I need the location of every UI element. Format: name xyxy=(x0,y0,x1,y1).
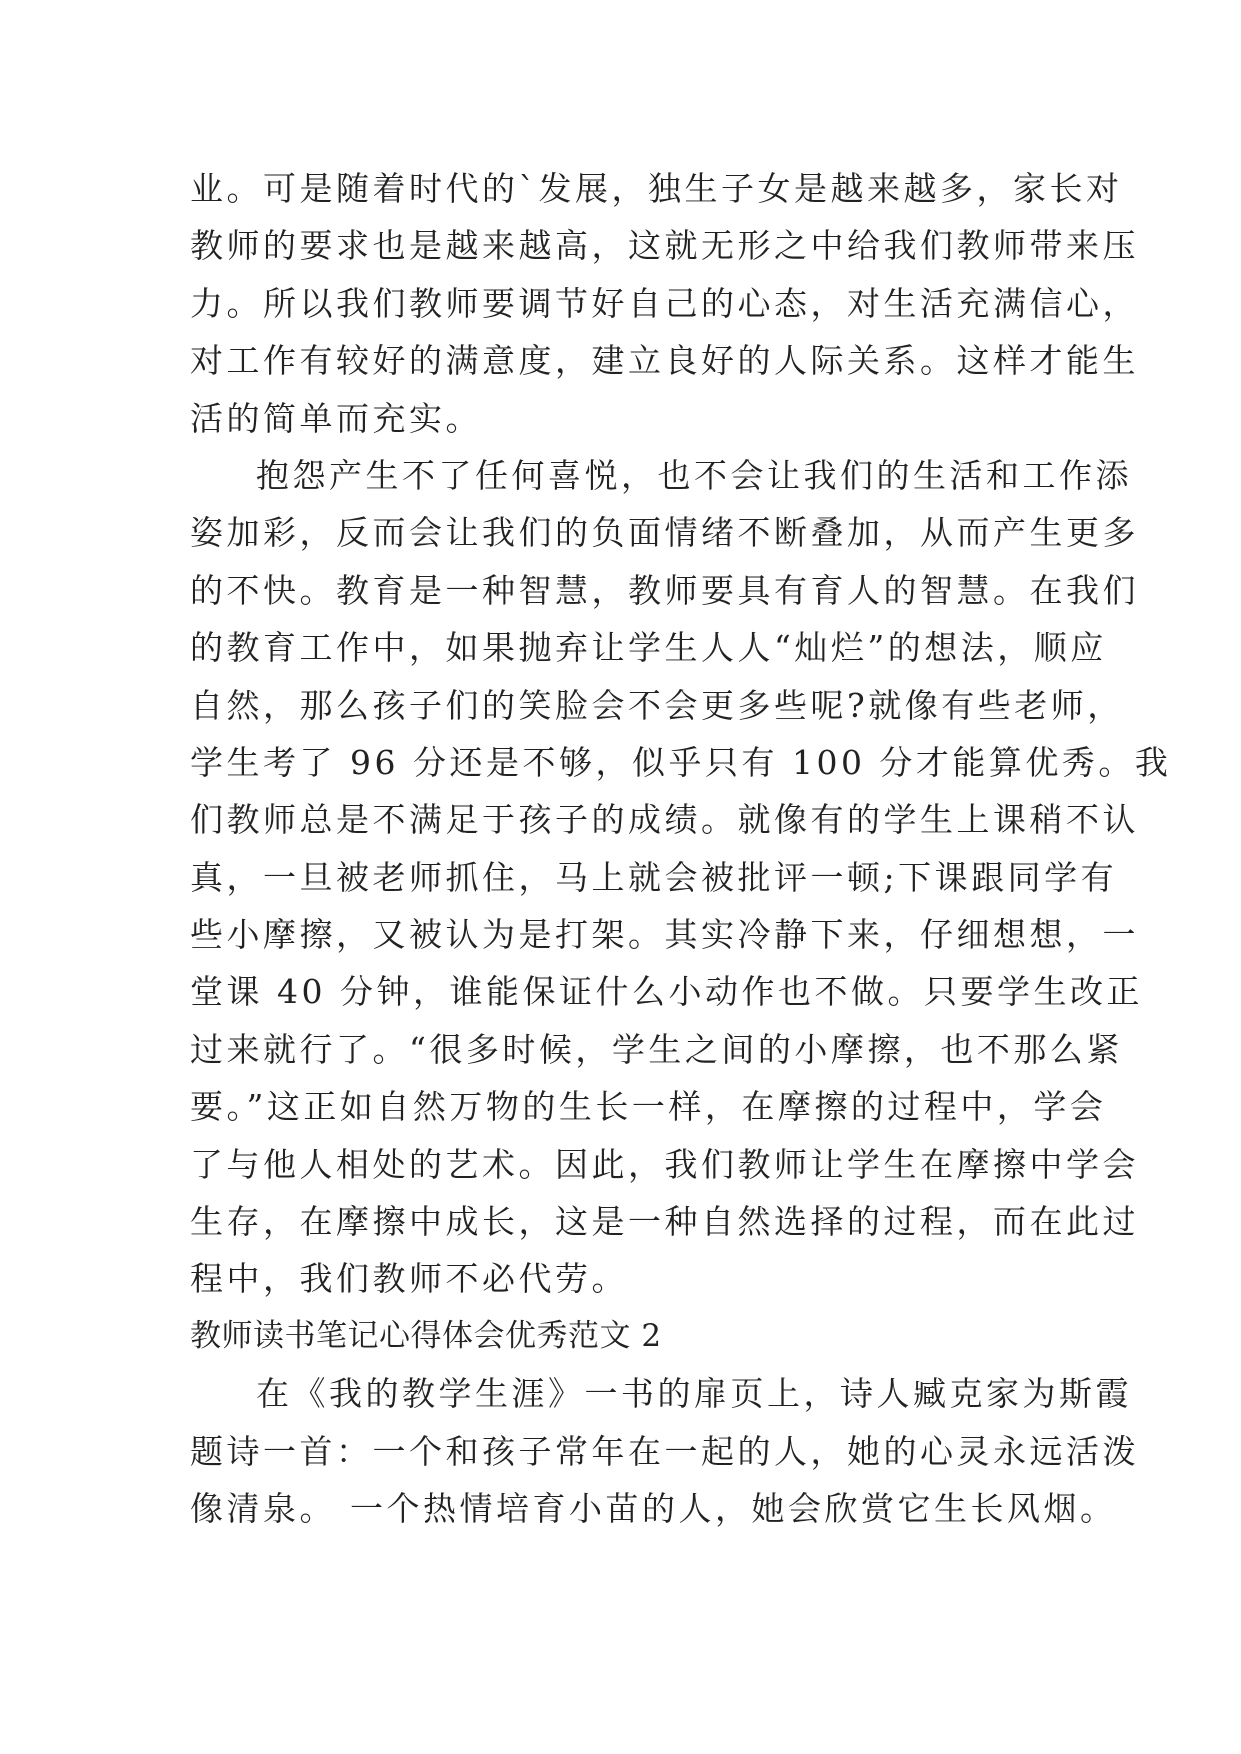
text-line: 姿加彩，反而会让我们的负面情绪不断叠加，从而产生更多 xyxy=(190,513,1139,553)
text-line: 抱怨产生不了任何喜悦，也不会让我们的生活和工作添 xyxy=(256,455,1132,495)
section-heading: 教师读书笔记心得体会优秀范文 2 xyxy=(190,1317,662,1354)
paragraph xyxy=(190,160,1139,447)
text-line: 要。”这正如自然万物的生长一样，在摩擦的过程中，学会 xyxy=(190,1087,1107,1127)
text-line: 活的简单而充实。 xyxy=(190,398,482,438)
text-line: 业。可是随着时代的`发展，独生子女是越来越多，家长对 xyxy=(190,169,1123,208)
text-line: 像清泉。 一个热情培育小苗的人，她会欣赏它生长风烟。 xyxy=(190,1488,1117,1528)
paragraph xyxy=(190,1365,1139,1537)
text-line: 的教育工作中，如果抛弃让学生人人“灿烂”的想法，顺应 xyxy=(190,628,1107,668)
text-line: 程中，我们教师不必代劳。 xyxy=(190,1259,628,1299)
text-line: 力。所以我们教师要调节好自己的心态，对生活充满信心， xyxy=(190,283,1139,323)
text-line: 教师的要求也是越来越高，这就无形之中给我们教师带来压 xyxy=(190,226,1139,266)
text-line: 学生考了 96 分还是不够，似乎只有 100 分才能算优秀。我 xyxy=(190,742,1172,782)
text-line: 自然，那么孩子们的笑脸会不会更多些呢?就像有些老师， xyxy=(190,685,1124,725)
paragraph xyxy=(190,447,1172,1308)
text-line: 堂课 40 分钟，谁能保证什么小动作也不做。只要学生改正 xyxy=(190,972,1143,1012)
text-line: 的不快。教育是一种智慧，教师要具有育人的智慧。在我们 xyxy=(190,570,1139,610)
text-line: 在《我的教学生涯》一书的扉页上，诗人臧克家为斯霞 xyxy=(256,1374,1132,1414)
text-line: 过来就行了。“很多时候，学生之间的小摩擦，也不那么紧 xyxy=(190,1029,1123,1069)
text-line: 对工作有较好的满意度，建立良好的人际关系。这样才能生 xyxy=(190,341,1139,381)
text-line: 们教师总是不满足于孩子的成绩。就像有的学生上课稍不认 xyxy=(190,800,1139,840)
text-line: 题诗一首：一个和孩子常年在一起的人，她的心灵永远活泼 xyxy=(190,1431,1139,1471)
text-line: 了与他人相处的艺术。因此，我们教师让学生在摩擦中学会 xyxy=(190,1144,1139,1184)
document-body xyxy=(190,160,1172,1537)
text-line: 些小摩擦，又被认为是打架。其实冷静下来，仔细想想，一 xyxy=(190,915,1139,955)
text-line: 生存，在摩擦中成长，这是一种自然选择的过程，而在此过 xyxy=(190,1202,1139,1242)
text-line: 真，一旦被老师抓住，马上就会被批评一顿;下课跟同学有 xyxy=(190,857,1118,897)
